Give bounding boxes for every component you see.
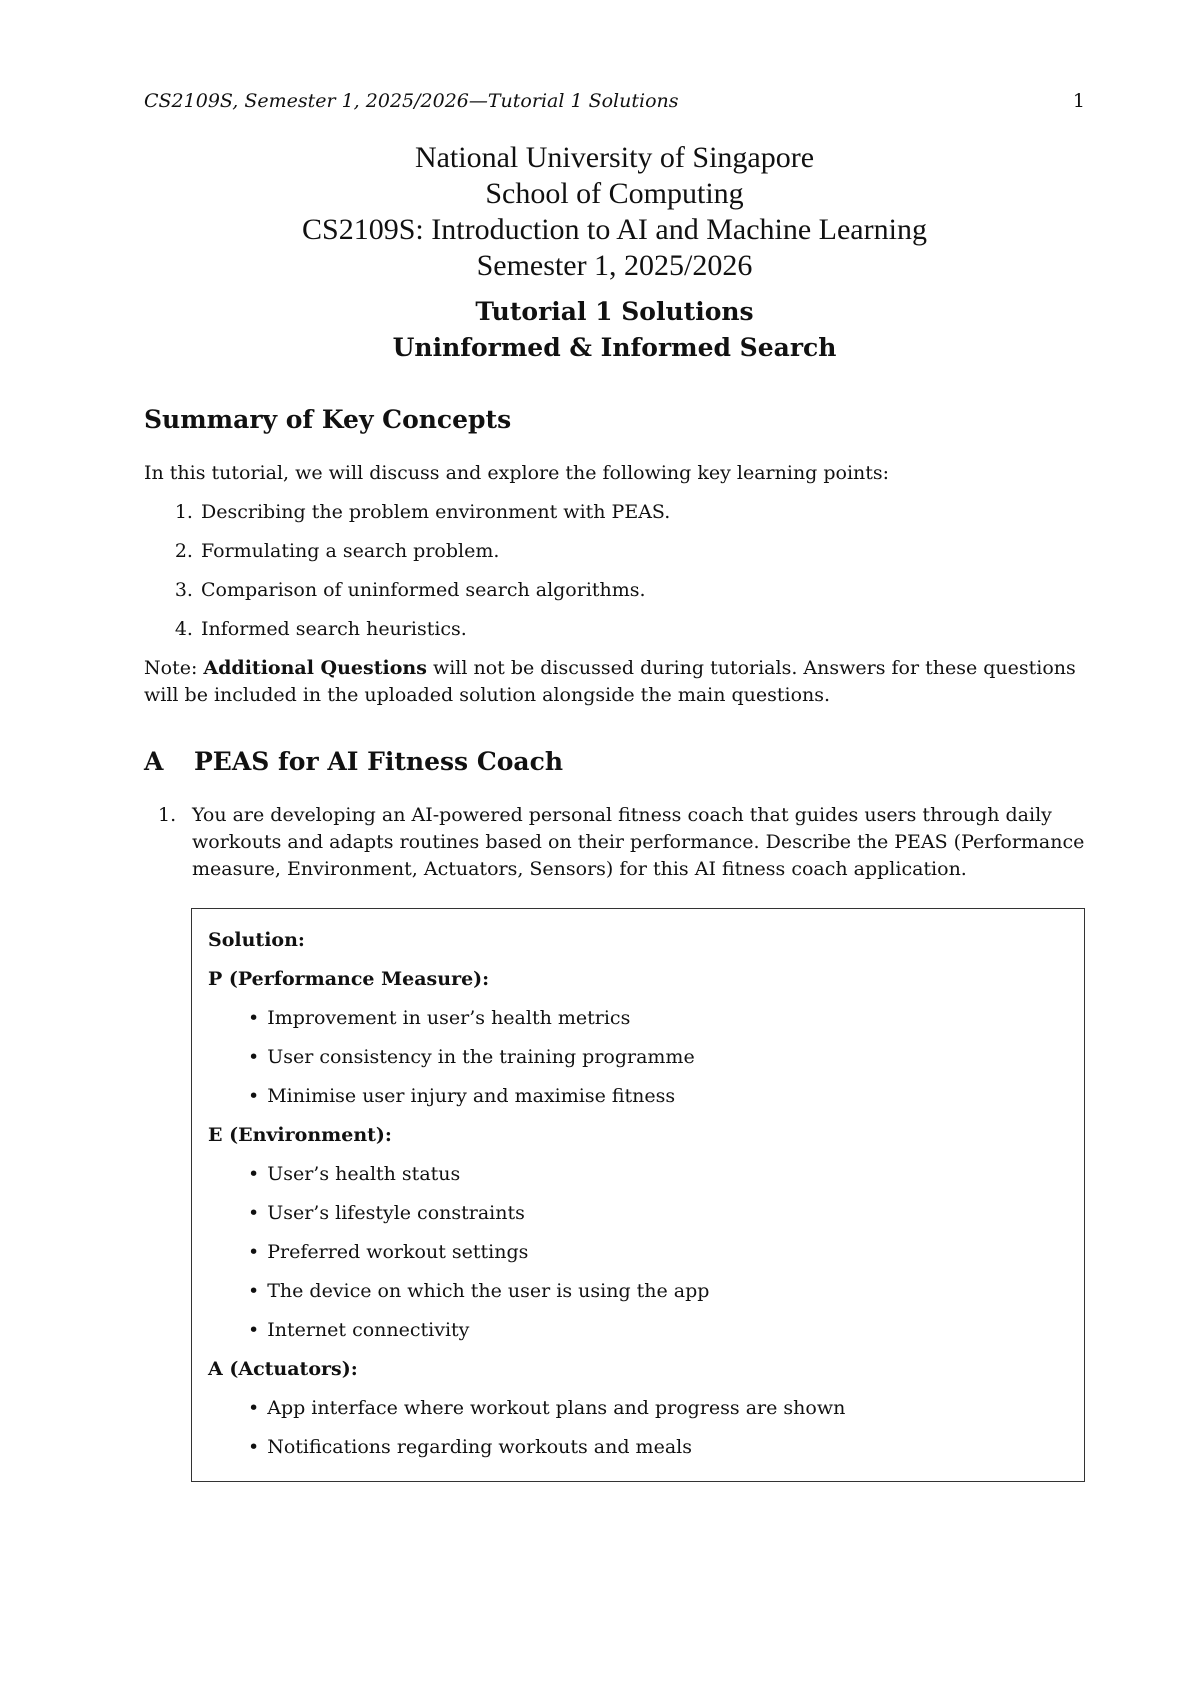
tutorial-subtitle: Uninformed & Informed Search (392, 333, 837, 362)
list-item: • User’s lifestyle constraints (248, 1194, 1068, 1233)
list-item: • Notifications regarding workouts and meals (248, 1428, 1068, 1467)
list-item: • The device on which the user is using the app (248, 1272, 1068, 1311)
school-name: School of Computing (485, 177, 744, 210)
note-bold: Additional Questions (203, 657, 427, 679)
key-points-list (144, 499, 1085, 643)
note (144, 655, 1085, 709)
list-item: • User’s health status (248, 1155, 1068, 1194)
list-item: 1. Describing the problem environment with PEAS. (199, 499, 1085, 526)
list-item: • User consistency in the training programme (248, 1038, 1068, 1077)
note-prefix: Note: (144, 657, 198, 679)
solution-label: Solution: (208, 929, 305, 951)
list-item: 3. Comparison of uninformed search algorithms. (199, 577, 1085, 604)
summary-heading: Summary of Key Concepts (144, 405, 512, 434)
running-header (144, 90, 1085, 112)
group-label-e: E (Environment): (208, 1124, 392, 1146)
course-name: CS2109S: Introduction to AI and Machine Learning (302, 213, 927, 246)
list-item: • App interface where workout plans and progress are shown (248, 1389, 1068, 1428)
list-item: 4. Informed search heuristics. (199, 616, 1085, 643)
group-label-a: A (Actuators): (208, 1358, 358, 1380)
list-item: • Preferred workout settings (248, 1233, 1068, 1272)
tutorial-title: Tutorial 1 Solutions (475, 297, 754, 326)
note-text: will not be discussed during tutorials. Answers for these questions will be included in the uploaded solution alongside the main questions. (144, 657, 1076, 706)
summary-intro: In this tutorial, we will discuss and explore the following key learning points: (144, 462, 890, 484)
group-label-p: P (Performance Measure): (208, 968, 490, 990)
running-title: CS2109S, Semester 1, 2025/2026—Tutorial 1 Solutions (144, 90, 679, 112)
section-a (144, 747, 1085, 1482)
list-item: • Minimise user injury and maximise fitness (248, 1077, 1068, 1116)
question-number: 1. (158, 804, 177, 826)
solution-box (191, 908, 1085, 1482)
university-name: National University of Singapore (414, 141, 815, 174)
question-1 (144, 802, 1085, 883)
page-number: 1 (1072, 90, 1085, 112)
section-heading: PEAS for AI Fitness Coach (194, 747, 564, 776)
section-number: A (144, 747, 164, 776)
title-block (144, 140, 1085, 366)
list-item: • Internet connectivity (248, 1311, 1068, 1350)
question-text: You are developing an AI-powered personal fitness coach that guides users through daily workouts and adapts routines based on their performance. Describe the PEAS (Performance measure, Environment, Actuators, Sensors) for this AI fitness coach application. (192, 804, 1085, 880)
list-item: • Improvement in user’s health metrics (248, 999, 1068, 1038)
semester: Semester 1, 2025/2026 (476, 249, 753, 282)
list-item: 2. Formulating a search problem. (199, 538, 1085, 565)
